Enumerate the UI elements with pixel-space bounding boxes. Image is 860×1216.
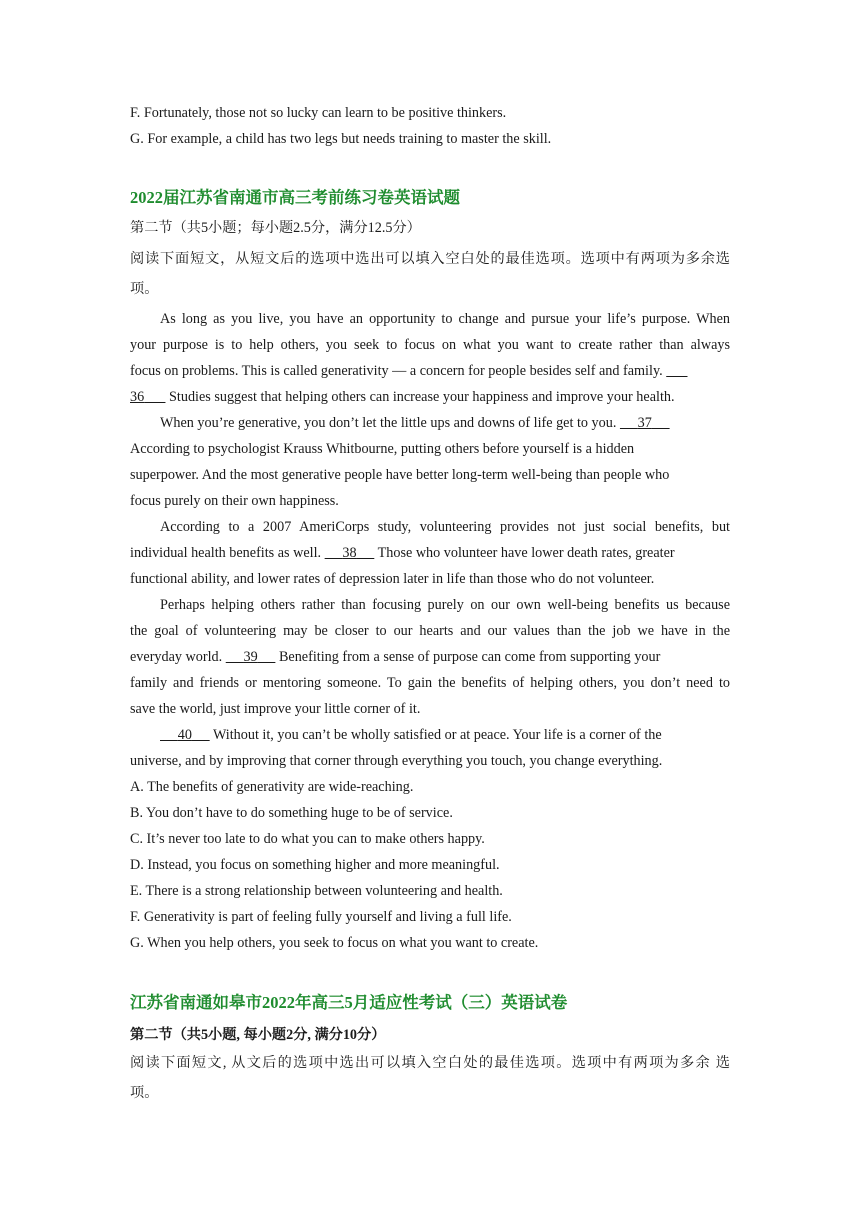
passage-line: your purpose is to help others, you seek to focus on what you want to create rather than always: [130, 337, 730, 353]
passage-line: the goal of volunteering may be closer to our hearts and our values than the job we have in the: [130, 623, 730, 639]
option-f: F. Generativity is part of feeling fully yourself and living a full life.: [130, 909, 512, 925]
blank-36: [130, 389, 165, 405]
section-subtitle: 第二节（共5小题；每小题2.5分，满分12.5分）: [130, 220, 421, 236]
blank-39: [226, 649, 276, 665]
passage-line: [160, 414, 730, 432]
passage-line: universe, and by improving that corner through everything you touch, you change everything.: [130, 753, 663, 769]
passage-text: individual health benefits as well.: [130, 545, 322, 561]
blank-37: [620, 415, 670, 431]
passage-line: According to psychologist Krauss Whitbourne, putting others before yourself is a hidden: [130, 441, 635, 457]
passage-text: Those who volunteer have lower death rates, greater: [377, 545, 675, 561]
option-g-prev: G. For example, a child has two legs but needs training to master the skill.: [130, 131, 552, 147]
instruction-cont: 项。: [130, 1085, 159, 1101]
passage-line: [130, 544, 730, 562]
passage-line: [130, 388, 730, 406]
passage-line: [160, 726, 730, 744]
passage-text: When you’re generative, you don’t let the little ups and downs of life get to you.: [160, 415, 617, 431]
blank-number: 40: [177, 727, 192, 743]
passage-text: Benefiting from a sense of purpose can come from supporting your: [278, 649, 661, 665]
section-title: 江苏省南通如皋市2022年高三5月适应性考试（三）英语试卷: [130, 993, 568, 1012]
passage-line: save the world, just improve your little corner of it.: [130, 701, 421, 717]
passage-text: Without it, you can’t be wholly satisfied or at peace. Your life is a corner of the: [212, 727, 662, 743]
section-subtitle: 第二节（共5小题, 每小题2分, 满分10分）: [130, 1027, 386, 1043]
blank-number: 37: [637, 415, 652, 431]
option-a: A. The benefits of generativity are wide-reaching.: [130, 779, 414, 795]
option-e: E. There is a strong relationship between volunteering and health.: [130, 883, 503, 899]
passage-line: superpower. And the most generative people have better long-term well-being than people who: [130, 467, 670, 483]
passage-line: [130, 648, 730, 666]
passage-text: Studies suggest that helping others can increase your happiness and improve your health.: [169, 389, 675, 405]
passage-line: focus purely on their own happiness.: [130, 493, 339, 509]
option-f-prev: F. Fortunately, those not so lucky can learn to be positive thinkers.: [130, 105, 507, 121]
passage-line: Perhaps helping others rather than focusing purely on our own well-being benefits us because: [160, 597, 730, 613]
option-d: D. Instead, you focus on something higher and more meaningful.: [130, 857, 500, 873]
instruction: 阅读下面短文, 从文后的选项中选出可以填入空白处的最佳选项。选项中有两项为多余 选: [130, 1055, 730, 1071]
blank-number: 36: [130, 389, 145, 405]
passage-line: As long as you live, you have an opportunity to change and pursue your life’s purpose. When: [160, 311, 730, 327]
option-b: B. You don’t have to do something huge to be of service.: [130, 805, 453, 821]
instruction-cont: 项。: [130, 281, 159, 297]
passage-text: focus on problems. This is called generativity — a concern for people besides self and family.: [130, 363, 663, 379]
blank-number: 39: [243, 649, 258, 665]
option-c: C. It’s never too late to do what you can to make others happy.: [130, 831, 485, 847]
blank-38: [325, 545, 375, 561]
passage-line: family and friends or mentoring someone. To gain the benefits of helping others, you don’t need to: [130, 675, 730, 691]
instruction: 阅读下面短文，从短文后的选项中选出可以填入空白处的最佳选项。选项中有两项为多余选: [130, 251, 730, 267]
section-title: 2022届江苏省南通市高三考前练习卷英语试题: [130, 188, 460, 207]
blank-40: [160, 727, 210, 743]
passage-line: functional ability, and lower rates of depression later in life than those who do not volunteer.: [130, 571, 655, 587]
passage-line: [130, 362, 730, 380]
passage-text: everyday world.: [130, 649, 223, 665]
blank-36-lead: [666, 363, 687, 379]
passage-line: According to a 2007 AmeriCorps study, volunteering provides not just social benefits, but: [160, 519, 730, 535]
blank-number: 38: [342, 545, 357, 561]
option-g: G. When you help others, you seek to focus on what you want to create.: [130, 935, 539, 951]
